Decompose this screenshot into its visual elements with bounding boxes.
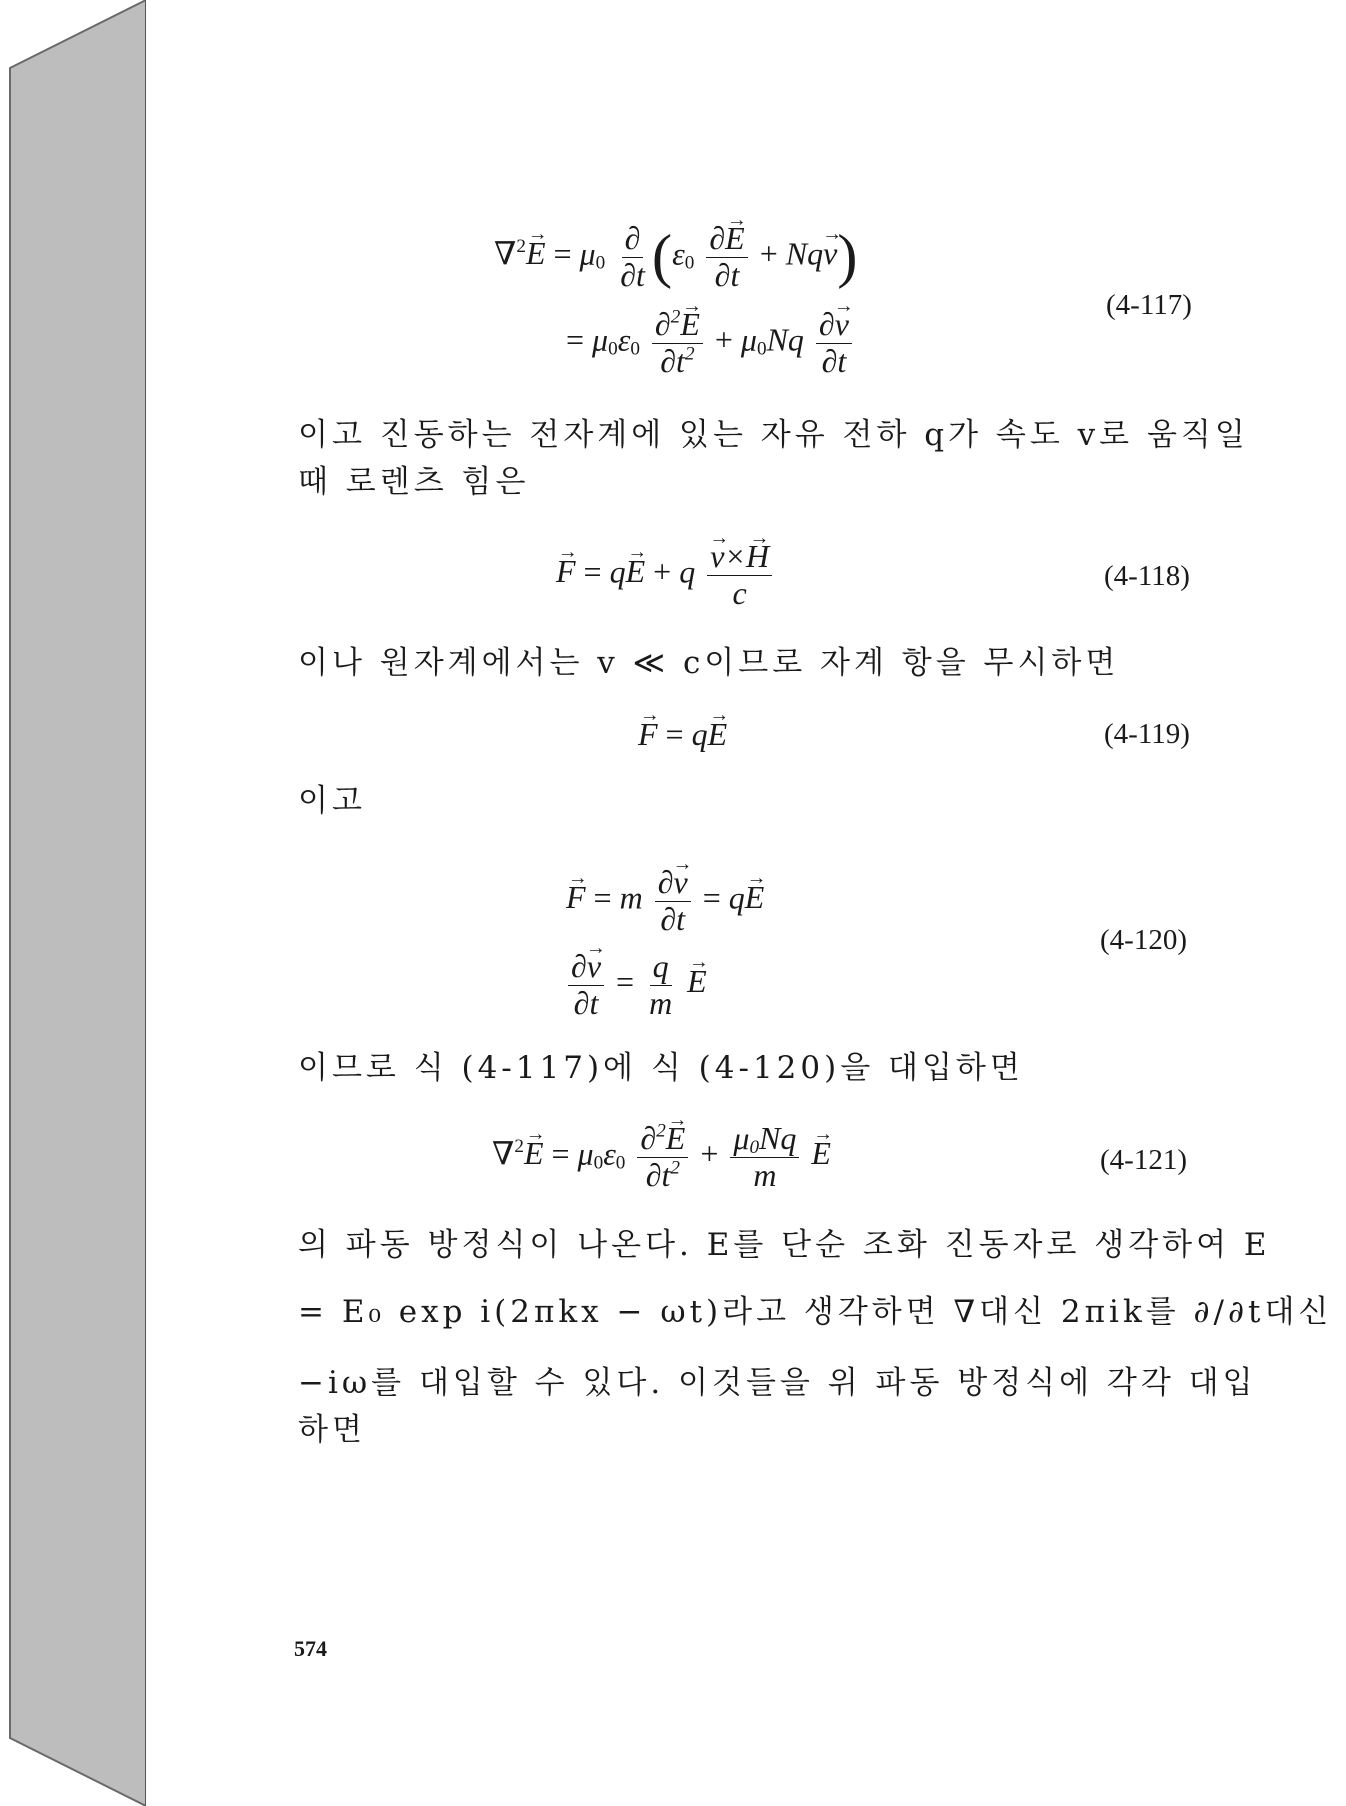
equation-number-4-120: (4-120) xyxy=(1100,924,1187,956)
paragraph-line: 때 로렌츠 힘은 xyxy=(298,464,530,500)
paragraph-line: 의 파동 방정식이 나온다. E를 단순 조화 진동자로 생각하여 E xyxy=(298,1227,1271,1263)
equation-4-120-line1: → F = m $\frac{\partial\to v}{\partial t}$ = q→ E xyxy=(566,866,764,936)
equation-number-4-121: (4-121) xyxy=(1100,1144,1187,1176)
equation-4-121: $\nabla^2\to E = \mu_0\varepsilon_0$ $\frac{\partial^2\to E}{\partial t^2}$ + $\frac{\mu_0Nq}{m}$ → E xyxy=(492,1122,831,1192)
paragraph-line: 하면 xyxy=(298,1412,366,1448)
paragraph-line: = E₀ exp i(2πkx − ωt)라고 생각하면 ∇대신 2πik를 ∂/∂t대신 xyxy=(298,1294,1333,1330)
paragraph-line: 이므로 식 (4-117)에 식 (4-120)을 대입하면 xyxy=(298,1050,1024,1086)
paragraph-line: −iω를 대입할 수 있다. 이것들을 위 파동 방정식에 각각 대입 xyxy=(298,1365,1257,1401)
equation-4-117-line2: = $\mu_0\varepsilon_0$ $\frac{\partial^2\to E}{\partial t^2}$ + $\mu_0Nq$ $\frac{\partial\to v}{\partial t}$ xyxy=(566,308,856,378)
equation-number-4-119: (4-119) xyxy=(1104,718,1190,750)
page-number: 574 xyxy=(294,1636,327,1661)
paragraph-line: 이나 원자계에서는 v ≪ c이므로 자계 항을 무시하면 xyxy=(298,645,1120,681)
equation-number-4-117: (4-117) xyxy=(1106,289,1192,321)
equation-4-119: → F = q→ E xyxy=(638,716,727,753)
equation-4-118: → F = q→ E + q → $\frac{v\times\to H}{c}$ xyxy=(556,540,776,610)
equation-4-120-line2: $\frac{\partial\to v}{\partial t}$ = $\frac{q}{m}$ → E xyxy=(564,950,707,1020)
paragraph-line: 이고 xyxy=(298,783,366,819)
paragraph-line: 이고 진동하는 전자계에 있는 자유 전하 q가 속도 v로 움직일 xyxy=(298,417,1249,453)
equation-number-4-118: (4-118) xyxy=(1104,560,1190,592)
equation-4-117-line1: $\nabla^2\to E = \mu_0$ $\frac{\partial}{\partial t}$ ($\varepsilon_0$ $\frac{\partial\to E}{\partial t}$ + Nq→ v) xyxy=(494,222,858,292)
book-page xyxy=(146,0,1346,1806)
